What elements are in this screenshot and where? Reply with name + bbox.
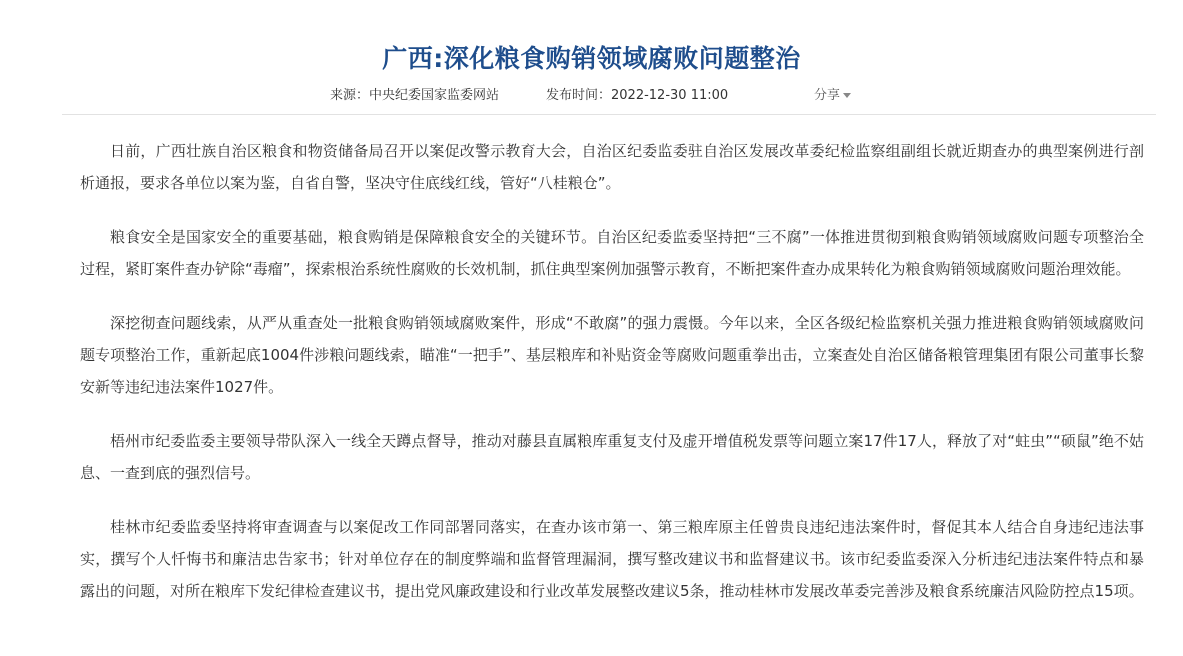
source-value: 中央纪委国家监委网站 xyxy=(369,88,500,103)
paragraph: 深挖彻查问题线索，从严从重查处一批粮食购销领域腐败案件，形成“不敢腐”的强力震慑。今年以来，全区各级纪检监察机关强力推进粮食购销领域腐败问题专项整治工作，重新起底1004件涉粮问题线索，瞄准“一把手”、基层粮库和补贴资金等腐败问题重拳出击，立案查处自治区储备粮管理集团有限公司董事长黎安新等违纪违法案件1027件。 xyxy=(80,314,1144,396)
source-info xyxy=(330,84,499,103)
publish-time xyxy=(546,84,728,103)
publish-time-label: 发布时间： xyxy=(546,88,612,103)
source-label: 来源： xyxy=(330,88,370,103)
paragraph: 桂林市纪委监委坚持将审查调查与以案促改工作同部署同落实，在查办该市第一、第三粮库原主任曾贵良违纪违法案件时，督促其本人结合自身违纪违法事实，撰写个人忏悔书和廉洁忠告家书；针对单位存在的制度弊端和监督管理漏洞，撰写整改建议书和监督建议书。该市纪委监委深入分析违纪违法案件特点和暴露出的问题，对所在粮库下发纪律检查建议书，提出党风廉政建设和行业改革发展整改建议5条，推动桂林市发展改革委完善涉及粮食系统廉洁风险防控点15项。 xyxy=(80,518,1144,600)
page-title: 广西:深化粮食购销领域腐败问题整治 xyxy=(382,43,801,73)
share-label: 分享 xyxy=(814,88,841,103)
article-body xyxy=(80,135,1144,629)
paragraph: 粮食安全是国家安全的重要基础，粮食购销是保障粮食安全的关键环节。自治区纪委监委坚持把“三不腐”一体推进贯彻到粮食购销领域腐败问题专项整治全过程，紧盯案件查办铲除“毒瘤”，探索根治系统性腐败的长效机制，抓住典型案例加强警示教育，不断把案件查办成果转化为粮食购销领域腐败问题治理效能。 xyxy=(80,228,1144,278)
paragraph: 梧州市纪委监委主要领导带队深入一线全天蹲点督导，推动对藤县直属粮库重复支付及虚开增值税发票等问题立案17件17人，释放了对“蛀虫”“硕鼠”绝不姑息、一查到底的强烈信号。 xyxy=(80,432,1144,482)
share-button[interactable] xyxy=(814,84,851,103)
caret-down-icon xyxy=(843,93,851,98)
divider xyxy=(62,114,1156,115)
publish-time-value: 2022-12-30 11:00 xyxy=(611,88,729,103)
paragraph: 日前，广西壮族自治区粮食和物资储备局召开以案促改警示教育大会，自治区纪委监委驻自治区发展改革委纪检监察组副组长就近期查办的典型案例进行剖析通报，要求各单位以案为鉴，自省自警，坚决守住底线红线，管好“八桂粮仓”。 xyxy=(80,142,1144,192)
article-meta xyxy=(0,84,1183,104)
